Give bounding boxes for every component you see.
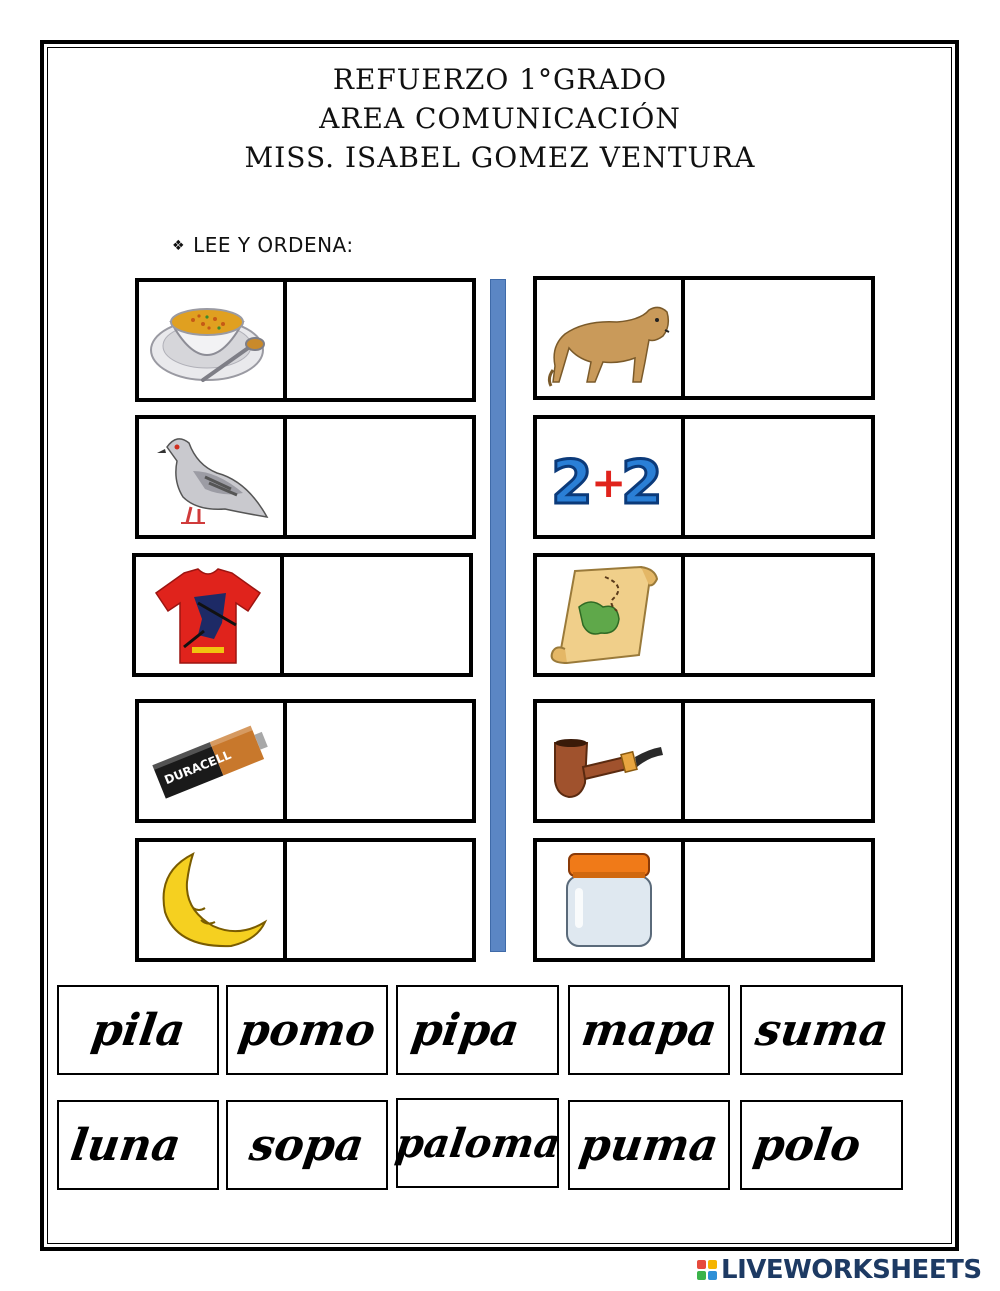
match-card-jar xyxy=(533,838,875,962)
answer-slot[interactable] xyxy=(287,282,472,398)
match-card-pigeon xyxy=(135,415,476,539)
word-card-pila[interactable] xyxy=(57,985,219,1075)
header-teacher: MISS. ISABEL GOMEZ VENTURA xyxy=(244,141,756,174)
word-label: pipa xyxy=(408,1004,523,1056)
match-card-shirt xyxy=(132,553,473,677)
answer-slot[interactable] xyxy=(685,419,871,535)
soup-bowl-icon xyxy=(139,282,287,398)
answer-slot[interactable] xyxy=(287,419,472,535)
treasure-map-icon xyxy=(537,557,685,673)
match-card-puma xyxy=(533,276,875,400)
answer-slot[interactable] xyxy=(284,557,469,673)
match-card-sum xyxy=(533,415,875,539)
jar-icon xyxy=(537,842,685,958)
word-card-pipa[interactable] xyxy=(396,985,559,1075)
word-card-luna[interactable] xyxy=(57,1100,219,1190)
header-title: REFUERZO 1°GRADO xyxy=(332,63,668,96)
word-label: mapa xyxy=(578,1004,720,1056)
answer-slot[interactable] xyxy=(287,703,472,819)
pigeon-icon xyxy=(139,419,287,535)
math-operator: + xyxy=(591,458,627,507)
logo-square xyxy=(697,1271,706,1280)
svg-text:DURACELL: DURACELL xyxy=(162,747,234,788)
answer-slot[interactable] xyxy=(685,842,871,958)
match-card-soup xyxy=(135,278,476,402)
logo-square xyxy=(697,1260,706,1269)
brand-text: LIVEWORKSHEETS xyxy=(721,1255,982,1285)
word-card-pomo[interactable] xyxy=(226,985,388,1075)
puma-icon xyxy=(537,280,685,396)
word-card-sopa[interactable] xyxy=(226,1100,388,1190)
word-card-puma[interactable] xyxy=(568,1100,730,1190)
word-label: luna xyxy=(67,1119,184,1171)
answer-slot[interactable] xyxy=(685,280,871,396)
instruction xyxy=(172,233,354,257)
smoking-pipe-icon xyxy=(537,703,685,819)
header-subject: AREA COMUNICACIÓN xyxy=(319,102,681,135)
crescent-moon-icon xyxy=(139,842,287,958)
match-card-pipe xyxy=(533,699,875,823)
red-tshirt-icon xyxy=(136,557,284,673)
math-operand-b: 2 xyxy=(621,448,663,518)
word-card-paloma[interactable] xyxy=(392,1098,563,1188)
word-label: polo xyxy=(750,1119,864,1171)
match-card-moon xyxy=(135,838,476,962)
match-card-battery xyxy=(135,699,476,823)
word-label: pomo xyxy=(235,1004,379,1056)
logo-square xyxy=(708,1271,717,1280)
word-card-mapa[interactable] xyxy=(568,985,730,1075)
addition-icon xyxy=(537,419,685,535)
word-card-polo[interactable] xyxy=(740,1100,903,1190)
word-label: puma xyxy=(576,1119,722,1171)
liveworksheets-logo-icon xyxy=(697,1260,717,1280)
math-operand-a: 2 xyxy=(551,448,593,518)
word-card-suma[interactable] xyxy=(740,985,903,1075)
word-label: paloma xyxy=(392,1119,563,1167)
word-label: pila xyxy=(88,1004,188,1056)
answer-slot[interactable] xyxy=(685,557,871,673)
instruction-text: LEE Y ORDENA: xyxy=(193,233,354,257)
logo-square xyxy=(708,1260,717,1269)
liveworksheets-brand[interactable] xyxy=(697,1255,982,1285)
word-label: sopa xyxy=(246,1119,368,1171)
column-divider xyxy=(490,279,506,952)
battery-icon xyxy=(139,703,287,819)
answer-slot[interactable] xyxy=(287,842,472,958)
match-card-map xyxy=(533,553,875,677)
word-label: suma xyxy=(752,1004,892,1056)
diamond-bullet-icon: ❖ xyxy=(172,238,186,254)
answer-slot[interactable] xyxy=(685,703,871,819)
